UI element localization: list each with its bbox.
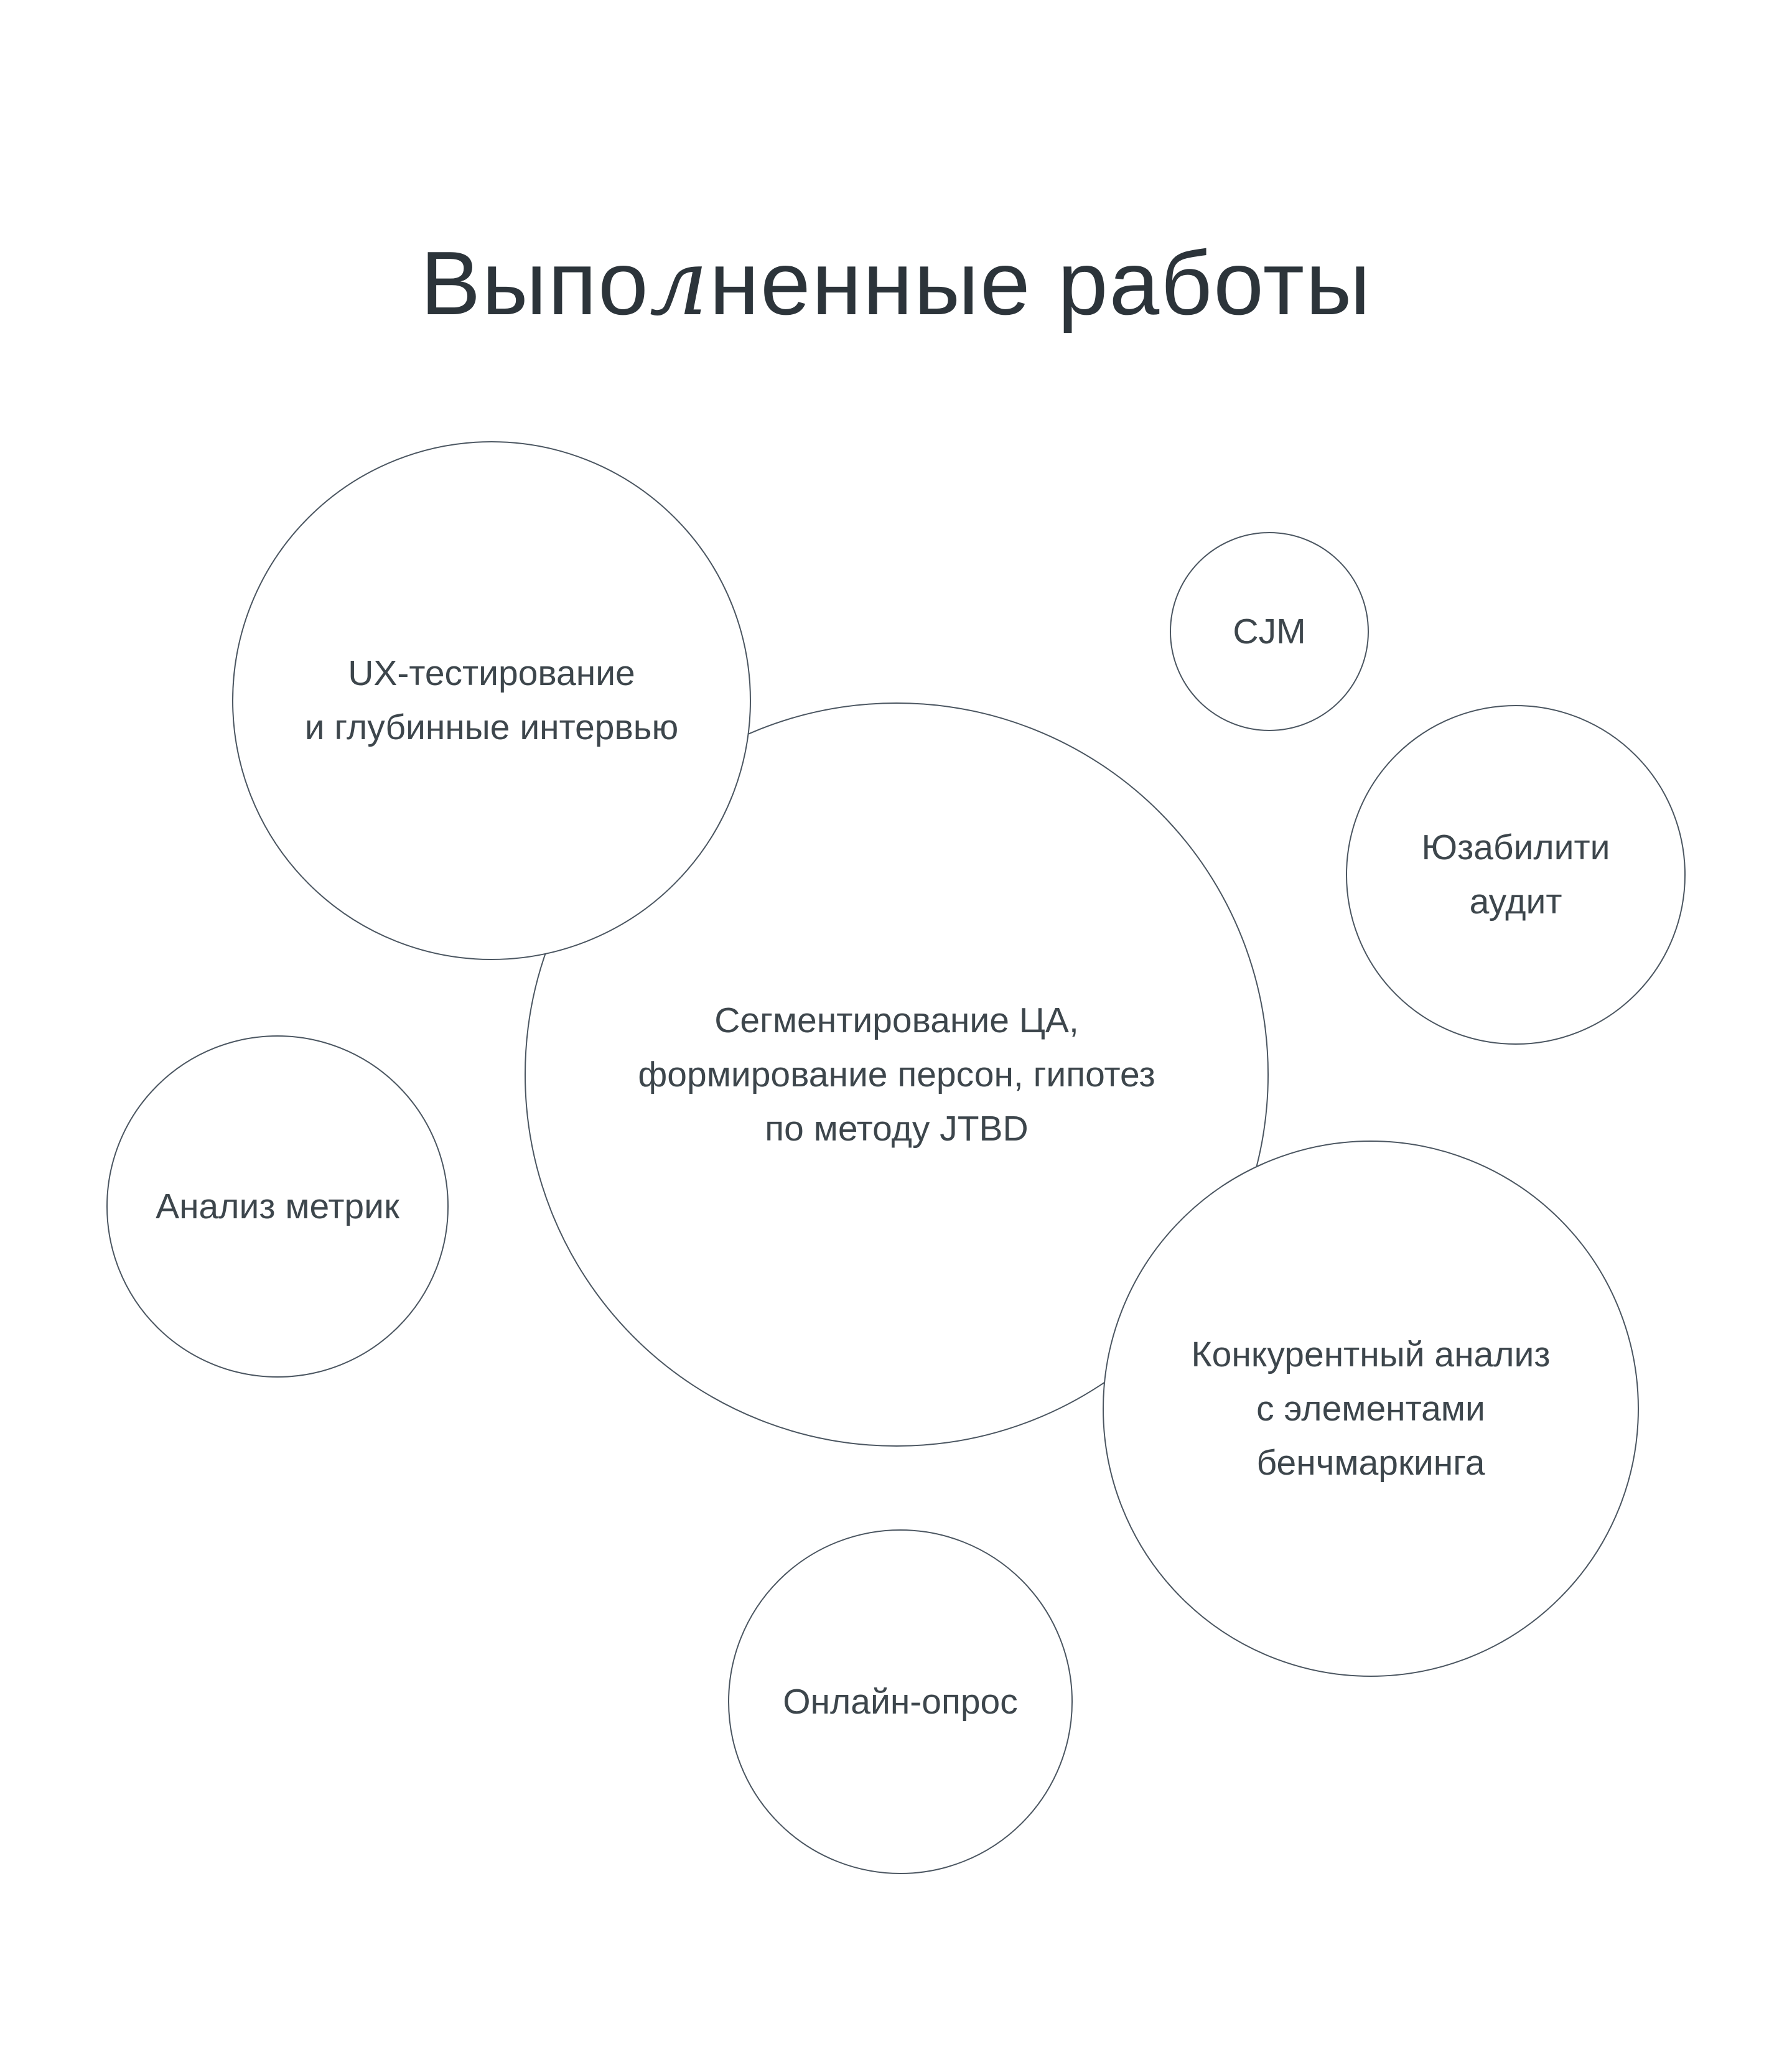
bubble-label-line: Конкурентный анализ [1191,1334,1551,1374]
bubble-label-line: Юзабилити [1421,828,1610,867]
page-title [0,229,1792,337]
bubble-label-line: формирование персон, гипотез [638,1054,1155,1094]
page-title-prefix: Выпо [420,233,650,334]
bubble-label-line: бенчмаркинга [1256,1442,1485,1483]
bubble-label-line: Анализ метрик [156,1186,399,1226]
page-title-suffix: ненные работы [709,233,1372,334]
bubble-cjm [1170,532,1369,731]
bubble-online-survey [728,1529,1073,1874]
bubble-label-line: и глубинные интервью [304,707,679,747]
bubble-label-line: по методу JTBD [765,1108,1029,1149]
bubble-usability-audit [1346,705,1686,1045]
page-title-stylized-letter: л [649,229,709,337]
bubble-metrics-analysis [106,1035,449,1378]
bubble-label-line: CJM [1233,611,1306,651]
bubble-label-line: Онлайн-опрос [783,1681,1018,1722]
bubble-ux-testing-interviews [232,441,751,960]
bubble-label-line: с элементами [1256,1388,1485,1429]
bubble-label-line: аудит [1469,882,1562,921]
bubble-label-line: Сегментирование ЦА, [714,1000,1079,1040]
bubble-label-line: UX-тестирование [348,653,635,693]
bubble-competitive-analysis [1103,1141,1639,1677]
